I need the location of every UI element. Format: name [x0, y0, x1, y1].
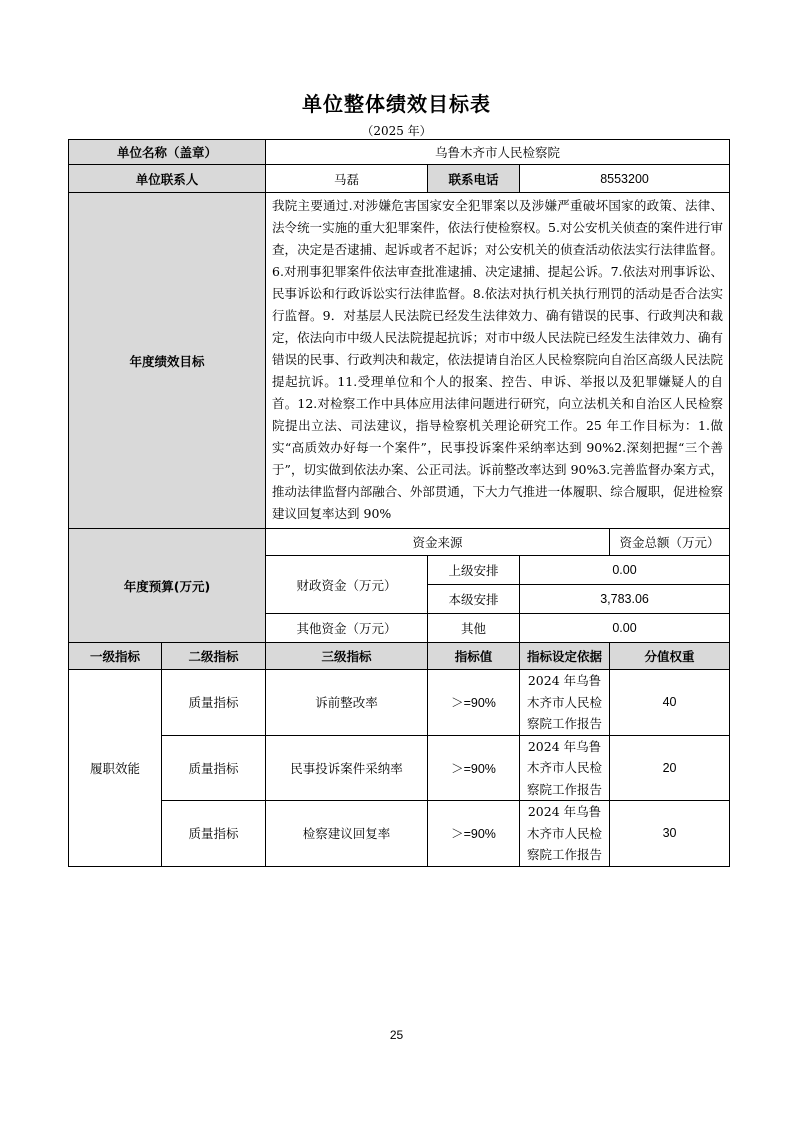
table-row — [69, 801, 730, 867]
level2-cell: 质量指标 — [162, 735, 266, 801]
upper-label: 上级安排 — [428, 556, 520, 585]
contact-label: 单位联系人 — [69, 165, 266, 193]
page-number: 25 — [389, 1028, 404, 1042]
phone-label: 联系电话 — [428, 165, 520, 193]
unit-name-row — [69, 140, 730, 165]
contact-value: 马磊 — [266, 165, 428, 193]
upper-value: 0.00 — [520, 556, 730, 585]
header-level2: 二级指标 — [162, 643, 266, 670]
value-cell: ＞=90% — [428, 670, 520, 736]
page-title: 单位整体绩效目标表 — [302, 92, 491, 116]
level3-cell: 民事投诉案件采纳率 — [266, 735, 428, 801]
unit-name-value: 乌鲁木齐市人民检察院 — [266, 140, 730, 165]
local-value: 3,783.06 — [520, 585, 730, 614]
goal-label: 年度绩效目标 — [69, 193, 266, 529]
level3-cell: 检察建议回复率 — [266, 801, 428, 867]
basis-cell: 2024 年乌鲁木齐市人民检察院工作报告 — [520, 801, 610, 867]
value-cell: ＞=90% — [428, 735, 520, 801]
header-level3: 三级指标 — [266, 643, 428, 670]
weight-cell: 30 — [610, 801, 730, 867]
phone-value: 8553200 — [520, 165, 730, 193]
table-row — [69, 735, 730, 801]
header-weight: 分值权重 — [610, 643, 730, 670]
other-sub-label: 其他 — [428, 614, 520, 643]
value-cell: ＞=90% — [428, 801, 520, 867]
header-level1: 一级指标 — [69, 643, 162, 670]
header-value: 指标值 — [428, 643, 520, 670]
indicator-header-row — [69, 643, 730, 670]
weight-cell: 20 — [610, 735, 730, 801]
goal-text: 我院主要通过.对涉嫌危害国家安全犯罪案以及涉嫌严重破坏国家的政策、法律、法令统一实施的重大犯罪案件，依法行使检察权。5.对公安机关侦查的案件进行审查，决定是否逮捕、起诉或者不起诉；对公安机关的侦查活动依法实行法律监督。6.对刑事犯罪案件依法审查批准逮捕、决定逮捕、提起公诉。7.依法对刑事诉讼、民事诉讼和行政诉讼实行法律监督。8.依法对执行机关执行刑罚的活动是否合法实行监督。9．对基层人民法院已经发生法律效力、确有错误的民事、行政判决和裁定，依法向市中级人民法院提起抗诉；对市中级人民法院已经发生法律效力、确有错误的民事、行政判决和裁定，依法提请自治区人民检察院向自治区高级人民法院提起抗诉。11.受理单位和个人的报案、控告、申诉、举报以及犯罪嫌疑人的自首。12.对检察工作中具体应用法律问题进行研究，向立法机关和自治区人民检察院提出立法、司法建议，指导检察机关理论研究工作。25 年工作目标为：1.做实“高质效办好每一个案件”，民事投诉案件采纳率达到 90%2.深刻把握“三个善于”，切实做到依法办案、公正司法。诉前整改率达到 90%3.完善监督办案方式，推动法律监督内部融合、外部贯通，下大力气推进一体履职、综合履职，促进检察建议回复率达到 90% — [266, 193, 730, 529]
budget-total-header: 资金总额（万元） — [610, 529, 730, 556]
level1-cell: 履职效能 — [69, 670, 162, 867]
fiscal-label: 财政资金（万元） — [266, 556, 428, 614]
budget-source-header: 资金来源 — [266, 529, 610, 556]
other-label: 其他资金（万元） — [266, 614, 428, 643]
unit-contact-row — [69, 165, 730, 193]
level3-cell: 诉前整改率 — [266, 670, 428, 736]
budget-header-row — [69, 529, 730, 556]
header-basis: 指标设定依据 — [520, 643, 610, 670]
goal-row — [69, 193, 730, 529]
other-value: 0.00 — [520, 614, 730, 643]
year-label: （2025 年） — [361, 124, 432, 138]
level2-cell: 质量指标 — [162, 801, 266, 867]
local-label: 本级安排 — [428, 585, 520, 614]
weight-cell: 40 — [610, 670, 730, 736]
basis-cell: 2024 年乌鲁木齐市人民检察院工作报告 — [520, 670, 610, 736]
basis-cell: 2024 年乌鲁木齐市人民检察院工作报告 — [520, 735, 610, 801]
performance-table — [68, 139, 730, 867]
table-row — [69, 670, 730, 736]
budget-label: 年度预算(万元) — [69, 529, 266, 643]
unit-name-label: 单位名称（盖章） — [69, 140, 266, 165]
level2-cell: 质量指标 — [162, 670, 266, 736]
